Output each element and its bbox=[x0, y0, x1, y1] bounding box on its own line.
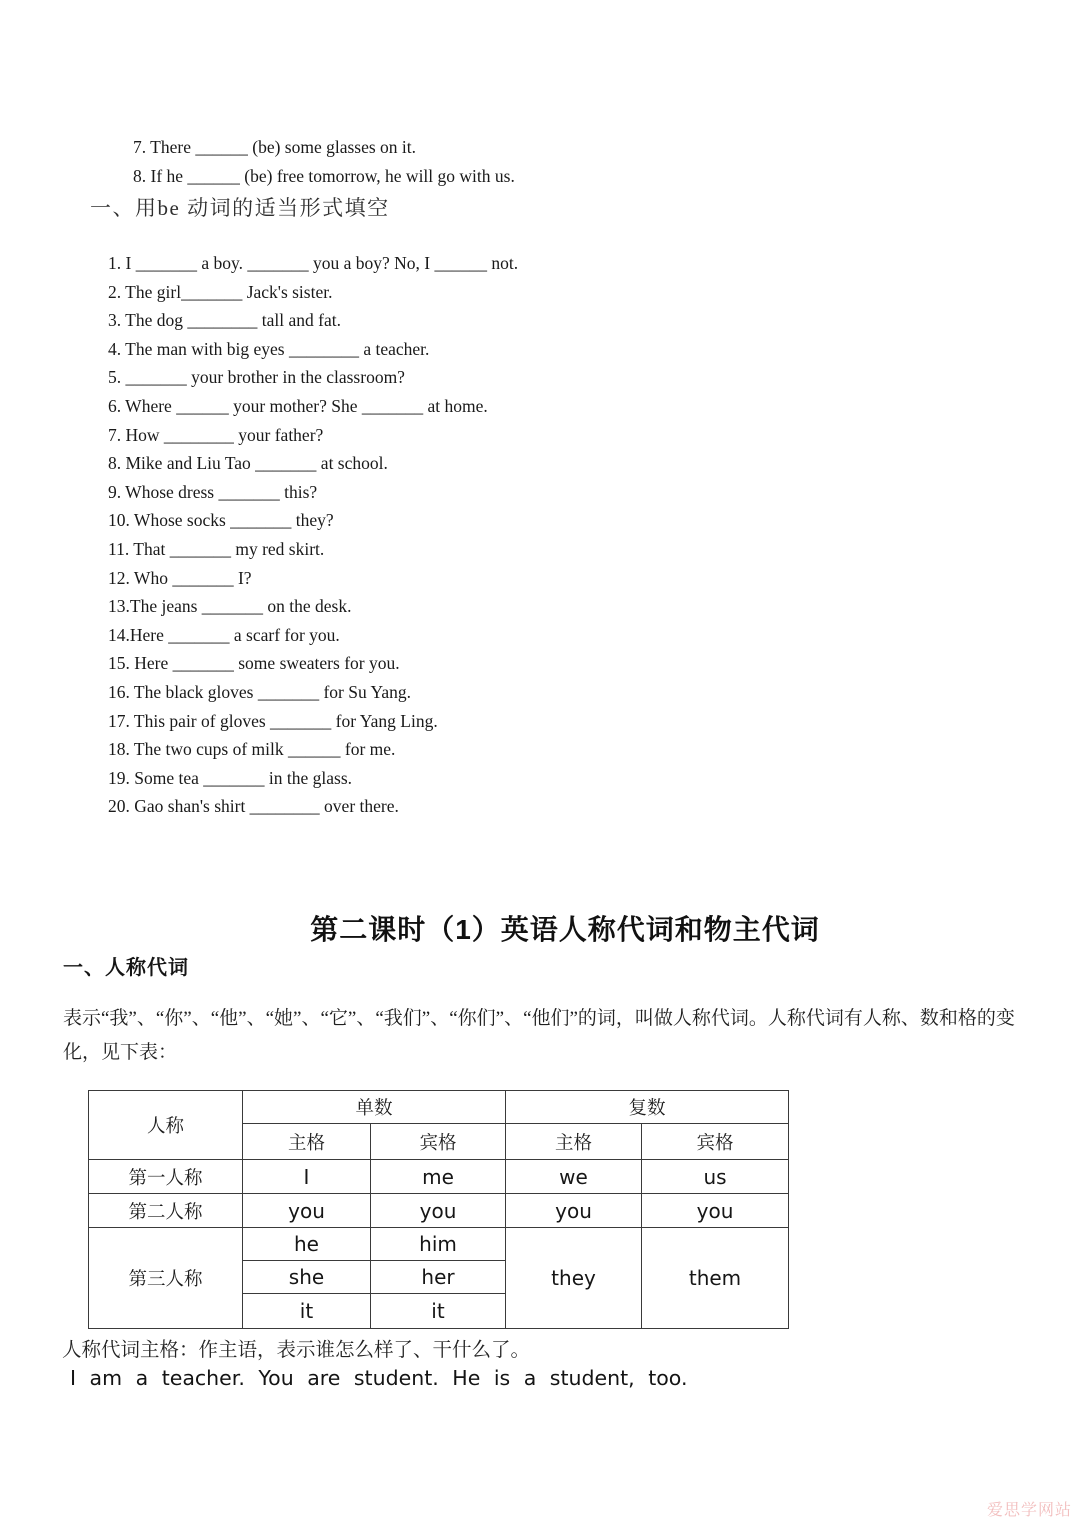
exercise-item-17: 17. This pair of gloves _______ for Yang Ling. bbox=[108, 710, 438, 731]
table-header-singular: 单数 bbox=[243, 1091, 506, 1124]
exercise-item-20: 20. Gao shan's shirt ________ over there. bbox=[108, 796, 399, 817]
exercise-item-5: 5. _______ your brother in the classroom? bbox=[108, 367, 405, 388]
table-row-second-person bbox=[89, 1194, 789, 1228]
exercise-item-2: 2. The girl_______ Jack's sister. bbox=[108, 281, 333, 302]
exercise-item-9: 9. Whose dress _______ this? bbox=[108, 481, 318, 502]
exercise-item-11: 11. That _______ my red skirt. bbox=[108, 538, 325, 559]
second-person-subj-sg: you bbox=[243, 1194, 371, 1228]
pronoun-note: 人称代词主格：作主语，表示谁怎么样了、干什么了。 bbox=[62, 1340, 531, 1361]
exercise-item-18: 18. The two cups of milk ______ for me. bbox=[108, 739, 396, 760]
table-header-subjective-pl: 主格 bbox=[506, 1124, 642, 1160]
table-row-third-person-he bbox=[89, 1228, 789, 1261]
first-person-obj-sg: me bbox=[371, 1160, 506, 1194]
exercise-item-3: 3. The dog ________ tall and fat. bbox=[108, 310, 341, 331]
third-person-label: 第三人称 bbox=[89, 1228, 243, 1329]
table-row-first-person bbox=[89, 1160, 789, 1194]
first-person-label: 第一人称 bbox=[89, 1160, 243, 1194]
lesson-title: 第二课时（1）英语人称代词和物主代词 bbox=[310, 914, 820, 945]
third-person-obj-him: him bbox=[371, 1228, 506, 1261]
table-header-objective-sg: 宾格 bbox=[371, 1124, 506, 1160]
third-person-subj-it: it bbox=[243, 1294, 371, 1329]
first-person-subj-pl: we bbox=[506, 1160, 642, 1194]
second-person-subj-pl: you bbox=[506, 1194, 642, 1228]
third-person-obj-it: it bbox=[371, 1294, 506, 1329]
table-header-person: 人称 bbox=[89, 1091, 243, 1160]
second-person-obj-sg: you bbox=[371, 1194, 506, 1228]
second-person-label: 第二人称 bbox=[89, 1194, 243, 1228]
exercise-item-19: 19. Some tea _______ in the glass. bbox=[108, 767, 353, 788]
table-header-plural: 复数 bbox=[506, 1091, 789, 1124]
exercise-item-12: 12. Who _______ I? bbox=[108, 567, 252, 588]
third-person-subj-she: she bbox=[243, 1261, 371, 1294]
section1-heading: 一、用be 动词的适当形式填空 bbox=[90, 196, 390, 220]
section2-heading: 一、人称代词 bbox=[63, 957, 189, 979]
third-person-obj-her: her bbox=[371, 1261, 506, 1294]
exercise-item-10: 10. Whose socks _______ they? bbox=[108, 510, 334, 531]
first-person-obj-pl: us bbox=[642, 1160, 789, 1194]
third-person-subj-pl: they bbox=[506, 1228, 642, 1329]
exercise-item-7: 7. How ________ your father? bbox=[108, 424, 324, 445]
site-watermark: 爱思学网站 bbox=[986, 1502, 1072, 1519]
exercise-item-13: 13.The jeans _______ on the desk. bbox=[108, 596, 352, 617]
second-person-obj-pl: you bbox=[642, 1194, 789, 1228]
intro-paragraph: 表示“我”、“你”、“他”、“她”、“它”、“我们”、“你们”、“他们”的词，叫做人称代词。人称代词有人称、数和格的变化，见下表： bbox=[63, 1008, 1015, 1063]
exercise-item-14: 14.Here _______ a scarf for you. bbox=[108, 624, 340, 645]
exercise-item-16: 16. The black gloves _______ for Su Yang. bbox=[108, 681, 411, 702]
prelude-item-8: 8. If he ______ (be) free tomorrow, he will go with us. bbox=[133, 166, 515, 186]
table-header-subjective-sg: 主格 bbox=[243, 1124, 371, 1160]
third-person-obj-pl: them bbox=[642, 1228, 789, 1329]
exercise-item-1: 1. I _______ a boy. _______ you a boy? No, I ______ not. bbox=[108, 253, 519, 273]
first-person-subj-sg: I bbox=[243, 1160, 371, 1194]
table-header-objective-pl: 宾格 bbox=[642, 1124, 789, 1160]
prelude-item-7: 7. There ______ (be) some glasses on it. bbox=[133, 137, 417, 157]
example-sentence: I am a teacher. You are student. He is a student, too. bbox=[70, 1366, 688, 1390]
exercise-item-4: 4. The man with big eyes ________ a teacher. bbox=[108, 338, 430, 359]
exercise-item-15: 15. Here _______ some sweaters for you. bbox=[108, 653, 400, 674]
exercise-item-8: 8. Mike and Liu Tao _______ at school. bbox=[108, 453, 388, 474]
exercise-item-6: 6. Where ______ your mother? She _______ at home. bbox=[108, 395, 488, 416]
pronoun-table bbox=[88, 1090, 789, 1329]
third-person-subj-he: he bbox=[243, 1228, 371, 1261]
exercise-list bbox=[108, 249, 518, 821]
